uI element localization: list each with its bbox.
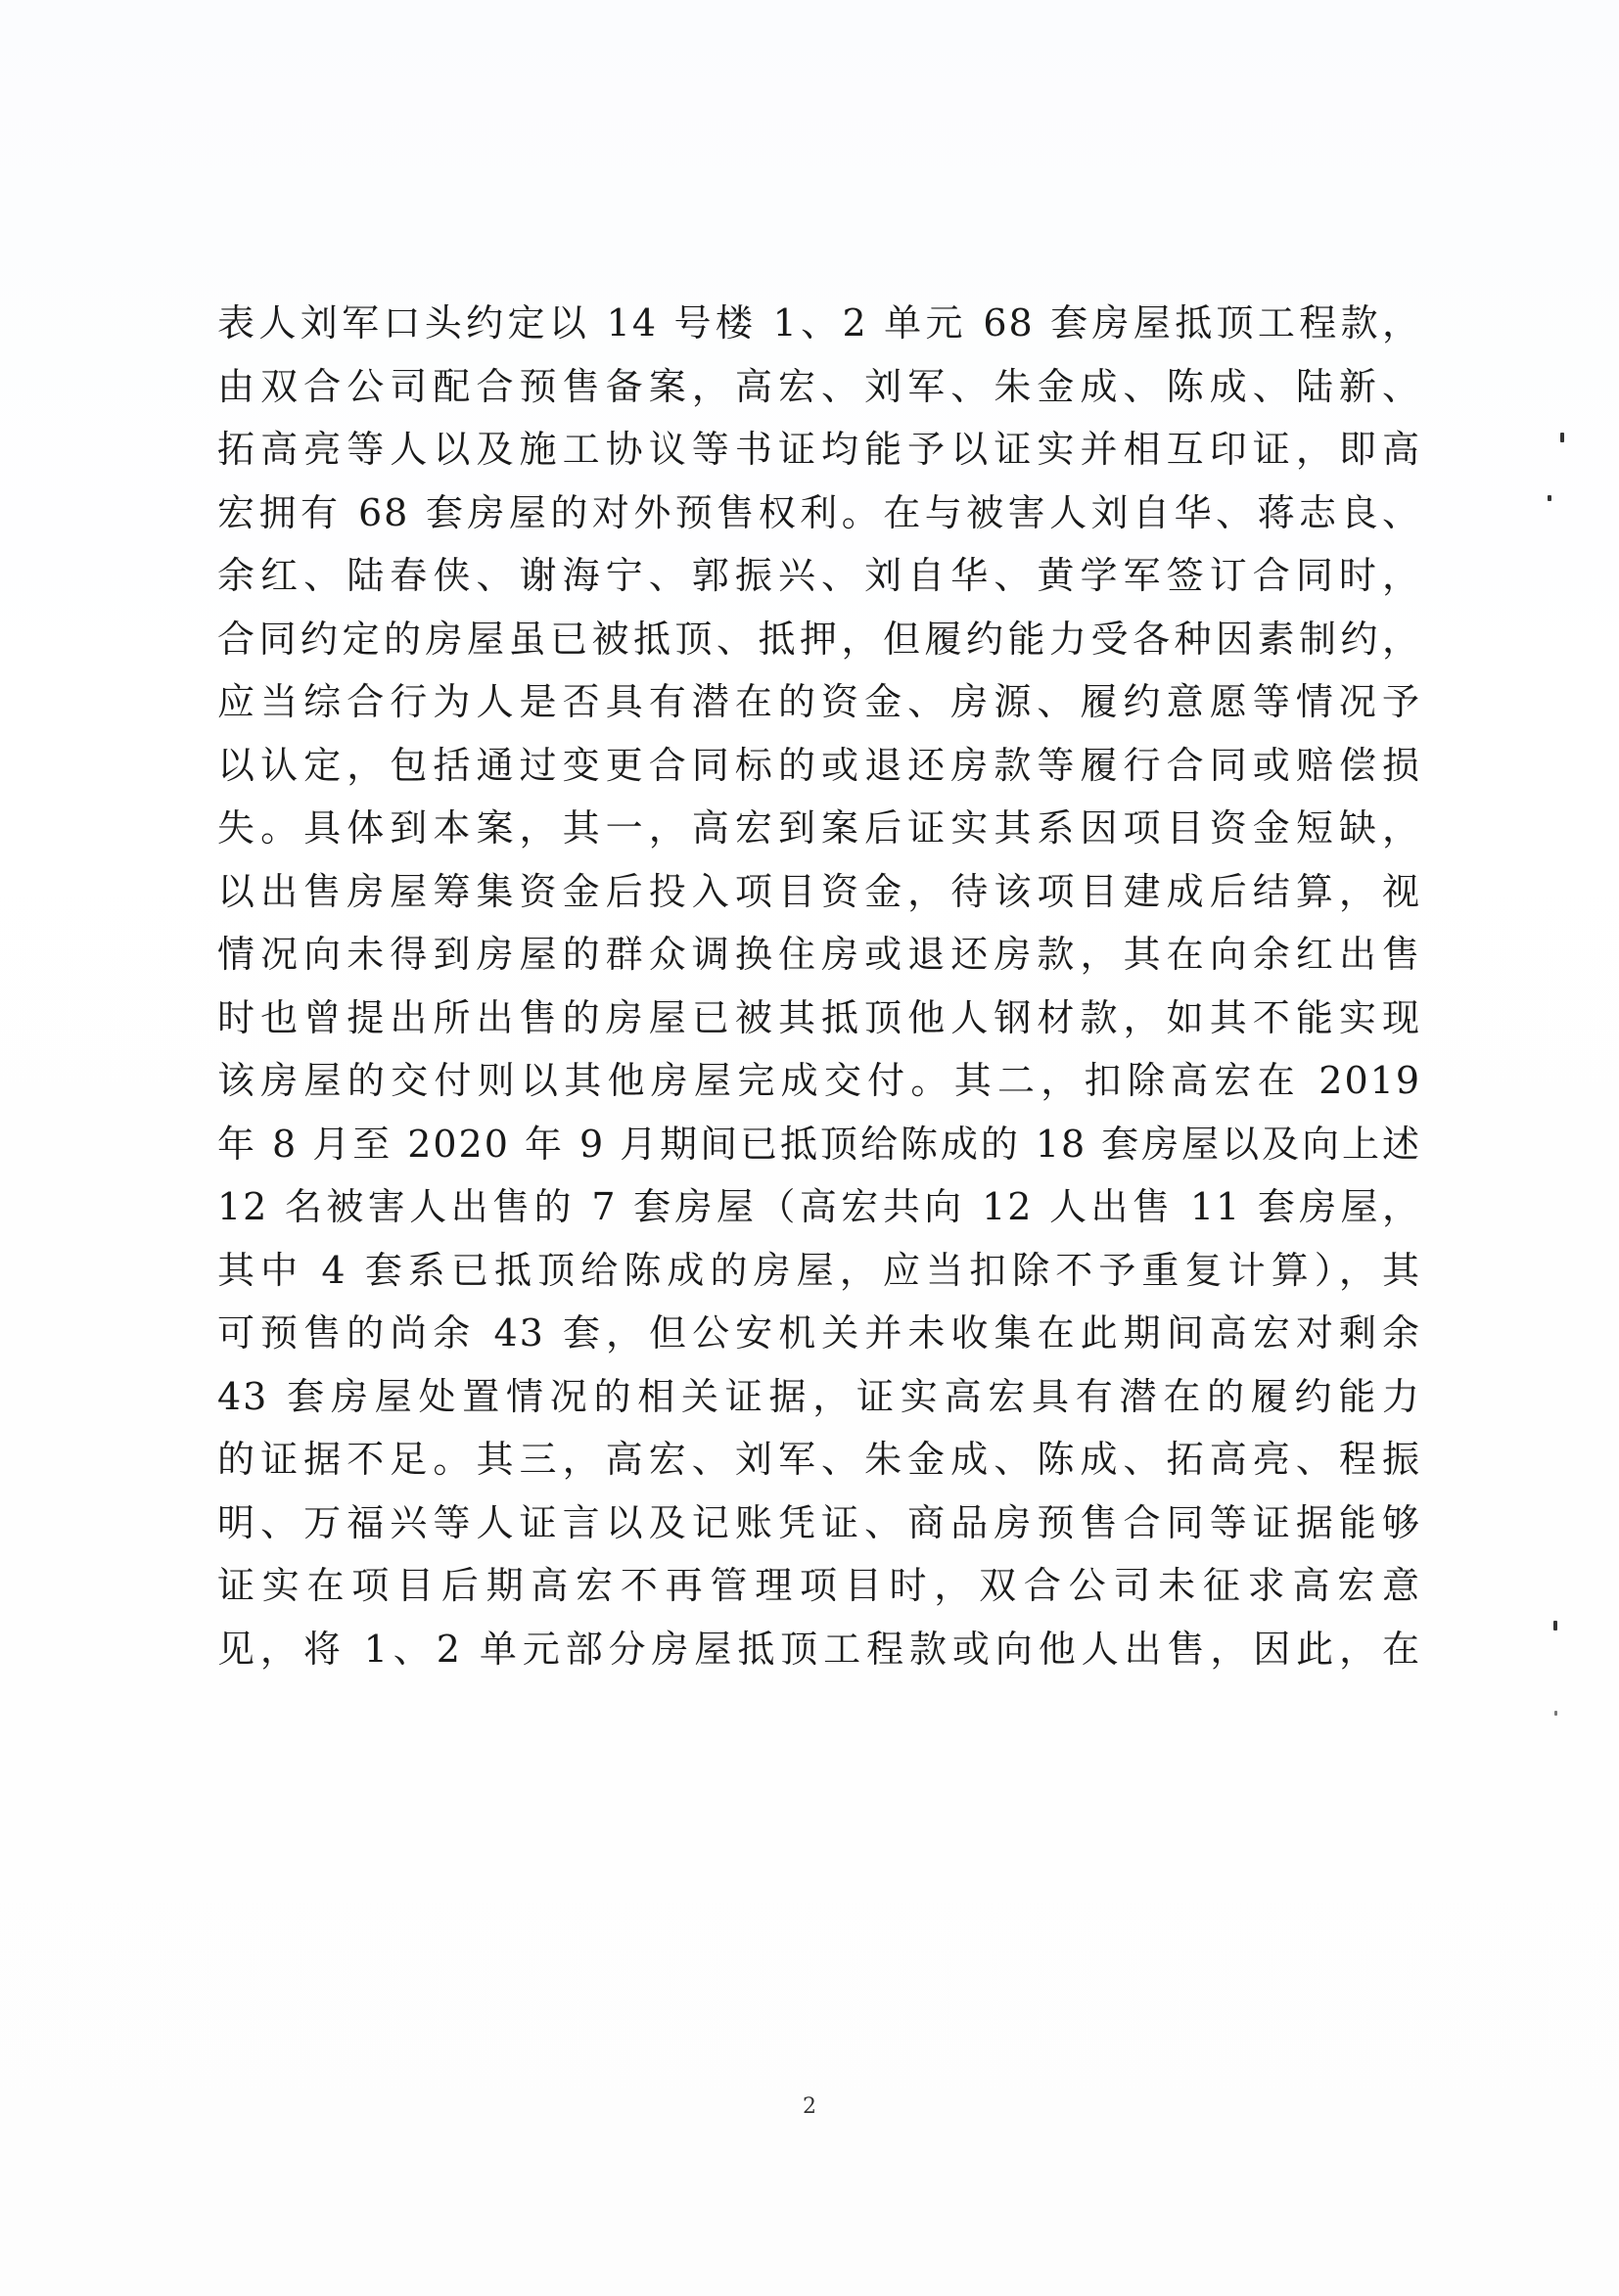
text-line: 情况向未得到房屋的群众调换住房或退还房款，其在向余红出售: [217, 933, 1421, 976]
text-line: 失。具体到本案，其一，高宏到案后证实其系因项目资金短缺，: [217, 806, 1421, 850]
scan-speck: [1554, 1711, 1557, 1716]
text-line: 以认定，包括通过变更合同标的或退还房款等履行合同或赔偿损: [217, 743, 1421, 787]
body-text: [217, 292, 1421, 1680]
text-line: 余红、陆春侠、谢海宁、郭振兴、刘自华、黄学军签订合同时，: [217, 554, 1421, 597]
text-line: 可预售的尚余 43 套，但公安机关并未收集在此期间高宏对剩余: [217, 1311, 1421, 1355]
text-line: 的证据不足。其三，高宏、刘军、朱金成、陈成、拓高亮、程振: [217, 1438, 1421, 1481]
text-line: 见，将 1、2 单元部分房屋抵顶工程款或向他人出售，因此，在: [217, 1627, 1421, 1671]
text-line: 合同约定的房屋虽已被抵顶、抵押，但履约能力受各种因素制约，: [217, 617, 1421, 661]
text-line: 证实在项目后期高宏不再管理项目时，双合公司未征求高宏意: [217, 1564, 1421, 1607]
scan-speck: [1553, 1621, 1557, 1630]
text-line: 由双合公司配合预售备案，高宏、刘军、朱金成、陈成、陆新、: [217, 364, 1421, 408]
page-number: 2: [803, 2094, 816, 2119]
scan-speck: [1560, 433, 1564, 442]
text-line: 43 套房屋处置情况的相关证据，证实高宏具有潜在的履约能力: [217, 1374, 1421, 1418]
text-line: 表人刘军口头约定以 14 号楼 1、2 单元 68 套房屋抵顶工程款，: [217, 301, 1421, 344]
text-line: 宏拥有 68 套房屋的对外预售权利。在与被害人刘自华、蒋志良、: [217, 490, 1421, 534]
scan-speck: [1548, 495, 1551, 501]
text-line: 该房屋的交付则以其他房屋完成交付。其二，扣除高宏在 2019: [217, 1059, 1421, 1102]
text-line: 拓高亮等人以及施工协议等书证均能予以证实并相互印证，即高: [217, 428, 1421, 471]
text-line: 12 名被害人出售的 7 套房屋（高宏共向 12 人出售 11 套房屋，: [217, 1185, 1421, 1228]
text-line: 时也曾提出所出售的房屋已被其抵顶他人钢材款，如其不能实现: [217, 995, 1421, 1039]
text-line: 其中 4 套系已抵顶给陈成的房屋，应当扣除不予重复计算），其: [217, 1248, 1421, 1292]
text-line: 以出售房屋筹集资金后投入项目资金，待该项目建成后结算，视: [217, 869, 1421, 913]
text-line: 应当综合行为人是否具有潜在的资金、房源、履约意愿等情况予: [217, 680, 1421, 723]
text-line: 年 8 月至 2020 年 9 月期间已抵顶给陈成的 18 套房屋以及向上述: [217, 1122, 1421, 1166]
text-line: 明、万福兴等人证言以及记账凭证、商品房预售合同等证据能够: [217, 1500, 1421, 1544]
